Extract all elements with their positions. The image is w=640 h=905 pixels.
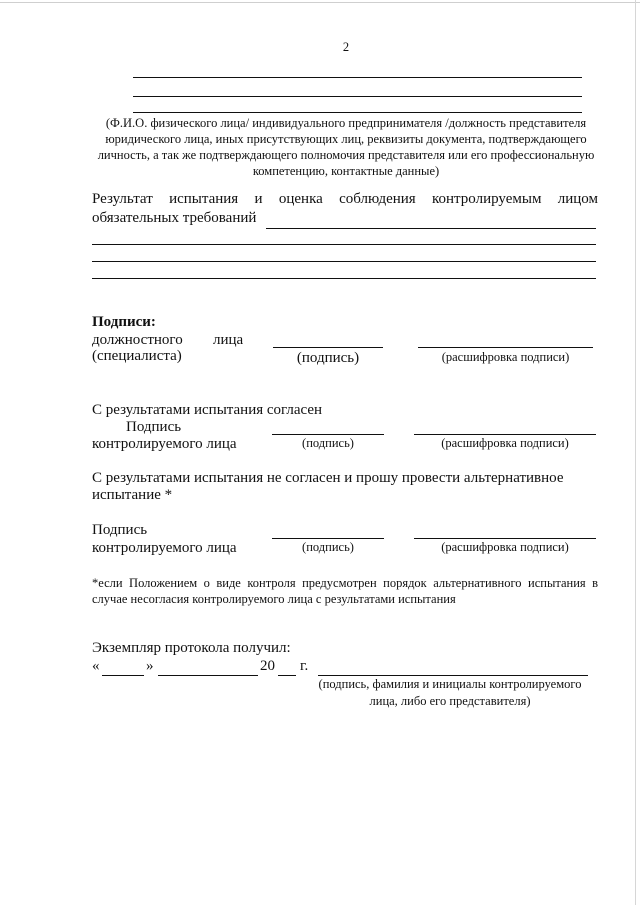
official-decode-caption: (расшифровка подписи) bbox=[441, 350, 570, 364]
agree-signature-caption: (подпись) bbox=[302, 436, 354, 450]
result-heading-line2: обязательных требований bbox=[92, 210, 257, 226]
footnote: *если Положением о виде контроля предусмотрен порядок альтернативного испытания в случае несогласия контролируемого лица с результатами испытания bbox=[92, 576, 598, 606]
agree-decode-caption: (расшифровка подписи) bbox=[441, 436, 569, 450]
disagree-label-2: контролируемого лица bbox=[92, 540, 237, 556]
page-edge-right bbox=[635, 0, 636, 905]
result-line-2 bbox=[92, 261, 596, 262]
fio-line-3 bbox=[133, 112, 582, 113]
copy-quote-open: « bbox=[92, 658, 100, 674]
page-edge bbox=[0, 2, 640, 3]
disagree-decode-line bbox=[414, 538, 596, 539]
disagree-title: С результатами испытания не согласен и прошу провести альтернативное испытание * bbox=[92, 470, 564, 503]
signatures-heading: Подписи: bbox=[92, 314, 156, 330]
official-decode-line bbox=[418, 347, 593, 348]
fio-line-2 bbox=[133, 96, 582, 97]
official-label-2: (специалиста) bbox=[92, 348, 182, 364]
disagree-label-1: Подпись bbox=[92, 522, 148, 538]
disagree-signature-line bbox=[272, 538, 384, 539]
copy-year-line bbox=[278, 675, 296, 676]
result-heading bbox=[92, 191, 598, 208]
copy-day-line bbox=[102, 675, 144, 676]
page-number: 2 bbox=[342, 40, 350, 54]
result-line-3 bbox=[92, 278, 596, 279]
official-signature-line bbox=[273, 347, 383, 348]
fio-caption: (Ф.И.О. физического лица/ индивидуального предпринимателя /должность представителя юридического лица, иных присутствующих лиц, реквизиты документа, подтверждающего личность, а так же подтверждающего полномочия представителя или его профессиональную компетенцию, контактные данные) bbox=[97, 116, 595, 178]
copy-month-line bbox=[158, 675, 258, 676]
agree-label-1: Подпись bbox=[126, 419, 182, 435]
agree-decode-line bbox=[414, 434, 596, 435]
copy-signature-line bbox=[318, 675, 588, 676]
agree-signature-line bbox=[272, 434, 384, 435]
official-label-1: должностного bbox=[92, 332, 183, 348]
disagree-decode-caption: (расшифровка подписи) bbox=[441, 540, 569, 554]
result-heading-text: Результат испытания и оценка соблюдения контролируемым лицом bbox=[92, 191, 598, 207]
copy-caption-2: лица, либо его представителя) bbox=[369, 694, 531, 708]
official-label-1b: лица bbox=[213, 332, 244, 348]
copy-title: Экземпляр протокола получил: bbox=[92, 640, 291, 656]
result-line-0 bbox=[266, 228, 596, 229]
copy-year-suffix: г. bbox=[300, 658, 309, 674]
result-line-1 bbox=[92, 244, 596, 245]
disagree-signature-caption: (подпись) bbox=[302, 540, 354, 554]
agree-title: С результатами испытания согласен bbox=[92, 402, 323, 418]
copy-quote-close: » bbox=[146, 658, 154, 674]
agree-label-2: контролируемого лица bbox=[92, 436, 237, 452]
copy-year-prefix: 20 bbox=[260, 658, 275, 674]
copy-caption-1: (подпись, фамилия и инициалы контролируемого bbox=[318, 677, 582, 691]
official-signature-caption: (подпись) bbox=[296, 350, 360, 366]
fio-line-1 bbox=[133, 77, 582, 78]
